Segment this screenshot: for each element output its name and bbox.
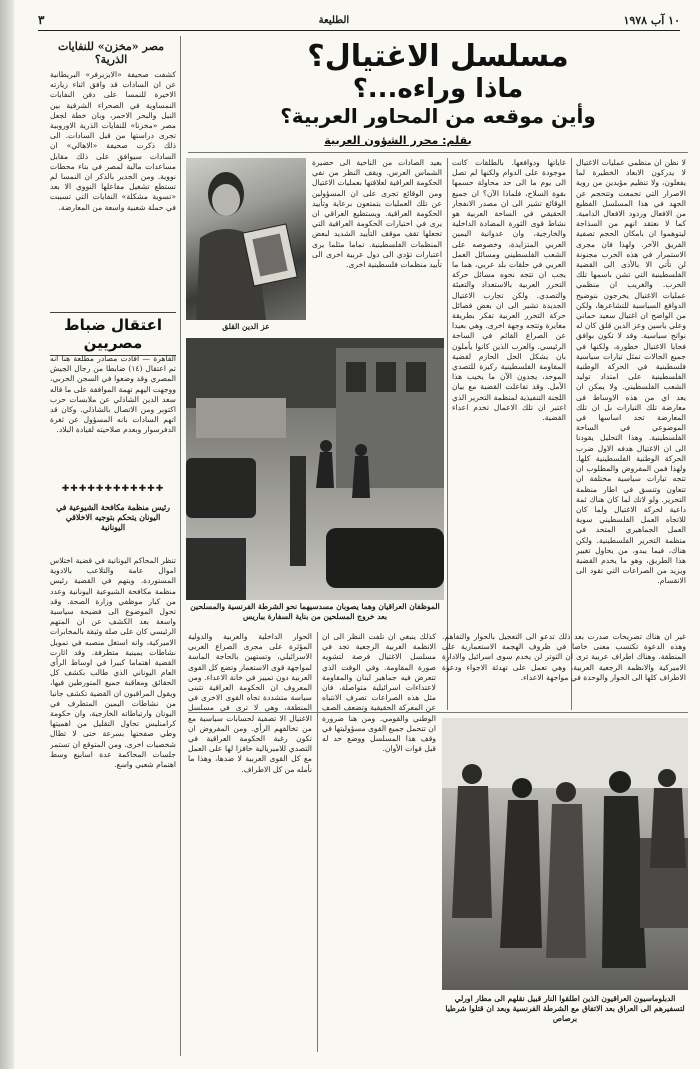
lower-column-right: غير ان هناك تصريحات صدرت بعد ذلك تدعو الى التعجيل بالحوار والتفاهم. وهذه الدعوة تكتسب معنى خاصا في ظروف الهجمة الاستعمارية على المنطقة. وهناك اطراف عربية ترى ان التوتر لن يخدم سوى اسرائيل والادارة الاميركية والانظمة الرجعية العربية، وهي تعمل على تهدئة الاجواء ودعوة الاطراف كلها الى الحوار والوحدة في مواجهة الاعداء. (442, 632, 686, 682)
main-headline-line3: وأين موقعه من المحاور العربية؟ (280, 104, 596, 128)
column-rule (317, 632, 318, 1052)
street-scene-caption: الموظفان العراقيان وهما يصوبان مسدسيهما نحو الشرطة الفرنسية والمسلحين بعد خروج المسلحين من بناية السفارة بباريس (190, 602, 440, 621)
arrest-scene-figures (442, 718, 688, 990)
portrait-photo (186, 158, 306, 320)
lower-column-left: الحوار الداخلية والعربية والدولية المؤثرة على مجرى الصراع العربي الاسرائيلي، وتستهين بالحاجة الماسة لمواجهة قوى الاستعمار وتضع كل القوى العربية دون تمييز في خانة الاعداء. ومن المعروف ان الحكومة العراقية تتبنى سياسة متشددة تجاه القوى الاخرى في المنطقة، وهي لا ترى في مسلسل الاغتيال الا تصفية لحسابات سياسية مع من تخالفهم الرأي. ومن المفروض ان تكون رغبة الحكومة العراقية في التصدي للامبريالية حافزا لها على العمل مع كل القوى العربية لا ضدها، وهذا ما نأمله من كل الاطراف. (188, 632, 312, 774)
street-scene-figures (186, 338, 444, 600)
main-headline-line2: ماذا وراءه...؟ (352, 74, 524, 104)
sidebar-article1-body: كشفت صحيفة «الابزيرفر» البريطانية عن ان السادات قد وافق اثناء زيارته الاخيرة للنمسا على دفن النفايات النمساوية في الصحراء الشرقية بين النيل والبحر الاحمر، وبان خطة لجعل مصر «مخزنا» للنفايات الذرية الاوروبية تجرى دراستها من قبل السادات. الى ذلك ذكرت صحيفة «الاهالي» ان السادات سيوافق على ذلك مقابل مساعدات مالية لمصر في بناء محطات نووية. ومن الجدير بالذكر ان النمسا لم تستطع تشغيل مفاعلها النووي الا بعد «تسوية مشكلة» النفايات التي تسببت في حملة شعبية واسعة من المعارضة. (50, 70, 176, 212)
headline-rule (188, 152, 688, 153)
page-number: ٣ (38, 13, 45, 27)
main-headline-line1: مسلسل الاغتيال؟ (307, 39, 569, 74)
publication-name: الطليعة (318, 14, 350, 26)
sidebar-divider (180, 36, 181, 1056)
issue-date: ١٠ آب ١٩٧٨ (623, 13, 680, 27)
main-column-right: لا نظن ان منظمي عمليات الاغتيال لا يدركون الابعاد الخطيرة لما يفعلون، ولا تنظيم مؤيدين من روية الاصرار التي تجمعت وتتحجم عن الجهد في هذا المسلسل الفظيع من الافعال وردود الافعال الدامية. كما لا نعتقد انهم من السذاجة ليتوهموا ان بامكان الحجم تصفية الفريق الآخر. ولهذا فان مجرى الاستمرار في هذه الحرب مجنونة لن تأتي الا بالأذى الى القضية الفلسطينية التي تشن باسمها تلك الحرب. والغريب ان منظمي عمليات الاغتيال يخرجون بتوضيح الدوافع السياسية للتشاعرها، ولكن من الواضح ان اغتيال سعيد حماني وعلي ياسين وعز الدين قلق كان له نواتج سياسية. وقد لا تكون بوافق فحايا الاغتيال خطورة، ولكنها في جميع الحالات تمثل تيارات سياسية فلسطينية في الحركة الوطنية الفلسطينية على امتداد توليد الشعب الفلسطيني. ولا يمكن ان يعد اي من هذه الاوساط فى معارضة تلك التيارات بل ان تلك المعارضة تجد اساسها في الموضوعي في الساحة الفلسطينية. وهذا التحليل يقودنا الى ان الاغتيال هدفه الاول ضرب الحركة الوطنية الفلسطينية كلها. ولهذا فمن المفروض والمطلوب ان تتجه تيارات سياسية مختلفة ان تتعاون وتنسق في اطار منظمة التحرير. ولو لاتك لما كان هناك ثمة داعية لحركة الاغتيال ولما كان للاتجاه العمل الفلسطيني سوية العمل الجماهيري المتحد في منظمة التحرير الفلسطينية. ولكن هناك، فيما يبدو، من يحاول تغيير هذا الطريق، وهو ما يخدم القضية ويزيد من الصراعات التي تقود الى الانقسام. (576, 158, 686, 586)
main-byline: بقلم: محرر الشؤون العربية (324, 134, 472, 147)
lower-column-middle: كذلك ينبغي ان نلفت النظر الى ان الانظمة العربية الرجعية تجد في مسلسل الاغتيال فرصة لتشويه صورة المقاومة. وفي الوقت الذي تتعرض فيه جماهير لبنان والمقاومة لاعتداءات اسرائيلية متواصلة، فان مثل هذه الصراعات تصرف الانتباه عن المعركة الحقيقية وتضعف الصف الوطني والقومي. ومن هنا ضرورة ان تتحمل جميع القوى مسؤوليتها في وقف هذا المسلسل ووضع حد له قبل فوات الأوان. (322, 632, 436, 754)
main-column-middle: غاياتها ودوافعها. بالطلقات كانت موجودة على الدوام ولكنها لم تصل الى يوم ما الى حد محاولة حسمها بقوة السلاح، فلماذا الآن؟ ان جميع الوقائع تشير الى ان مصدر الانفجار الحقيقي في الساحة العربية هو نشاط قوى الثورة المضادة الداخلية والخارجية، وان عدوانية اليمين العربي المتزايدة، وخصوصه على الشعب الفلسطيني ومسائل العمل العربي في حلقات بلد عربي، هما ما يجب ان تتجه نحوه مسائل حركة التحرر العربية بالاستعداد والتعبئة والتصدي. ولكن تجارب الاغتيال الجديدة تشير الى ان بعض فصائل حركة التحرر العربية تفكر بطريقة مغايرة وتتجه وجهة اخرى. وهي بعيدا عن الصراع القائم في الساحة الرئيسي. والعرب الذين كانوا يأملون بان يشكل الحل الحازم لقضية المقاومة الفلسطينية ركيزة للتصدي الموحد، يجدون الآن ما يخيب هذا الأمل. وقد تفاعلت القضية مع بيان اللجنة التنفيذية لمنظمة التحرير الذي اعتبر ان تلك الاعمال تخدم اعداء القضية. (452, 158, 566, 423)
sidebar-ornament: ✚✚✚✚✚✚✚✚✚✚✚✚ (61, 484, 165, 494)
column-rule (447, 158, 448, 710)
sidebar-article3-body: تنظر المحاكم اليونانية في قضية اختلاس اموال عامة والتلاعب بالادوية المستوردة. ويتهم في القضية رئيس منظمة مكافحة الشيوعية اليونانية وعدد من كبار موظفي وزارة الصحة. وقد تحول الموضوع الى فضيحة سياسية واسعة بعد الكشف عن ان المتهم الرئيسي كان على صلة وثيقة بالمخابرات الاميركية، وانه استغل منصبه في تمويل نشاطات يمينية متطرفة. وقد اثارت القضية اهتماما كبيرا في اوساط الرأي العام اليوناني الذي طالب بكشف كل الحقائق ومعاقبة جميع المتورطين فيها، ويقول المراقبون ان القضية تكشف جانبا من نشاطات اليمين المتطرف في اليونان وارتباطاته الخارجية، وان حكومة كرامنليس تحاول التقليل من اهميتها وطي صفحتها بسرعة حتى لا تطال شخصيات اخرى. ومن المتوقع ان تستمر جلسات المحاكمة عدة اسابيع وسط اهتمام شعبي واسع. (50, 556, 176, 770)
sidebar-article2-body: القاهرة — افادت مصادر مطلعة هنا انه تم اعتقال (١٤) ضابطا من رجال الجيش المصري وقد وضعوا في السجن الحربي، ووجهت اليهم تهمة الموافقة على ما قاله سعد الدين الشاذلي عن ملابسات حرب اكتوبر ومن الاتصال بالشاذلي. وكان قد اتهم السادات بانه المسؤول عن ثغرة الدفرسوار وبعدم صلاحيته لقيادة البلاد. (50, 354, 176, 435)
column-rule (571, 158, 572, 710)
sidebar-article3-title: رئيس منظمة مكافحة الشيوعية في اليونان يتحكم بتوجيه الاخلاقي اليونانية (56, 503, 170, 532)
main-column-left: بعيد الصادات من الناحية الى حضيرة الشماس العرس. ويقف النظر من نفي الحكومة العراقية لعلاقتها بعمليات الاغتيال ومن الوقائع تجرى على ان المسؤولين عن تلك العمليات يتمتعون برعاية وتأييد الحكومة العراقية. ويستطيع العراقي ان يرى في اختيارات الحكومة العراقية التي تجعلها تقف موقف التأييد الشديد لبعض المنظمات الفلسطينية. تماما مثلما يرى اعتبارات تؤدي الى دول عربية اخرى الى تأييد منظمات فلسطينية اخرى. (312, 158, 442, 270)
portrait-figure (186, 158, 306, 320)
sidebar (46, 36, 176, 70)
page-spine (0, 0, 14, 1069)
street-scene-photo (186, 338, 444, 600)
sidebar-article2-title: اعتقال ضباط مصريين (50, 312, 176, 356)
arrest-scene-caption: الدبلوماسيون العراقيون الذين اطلقوا النار قبيل نقلهم الى مطار اورلي لتسفيرهم الى العراق بعد الاتفاق مع الشرطة الفرنسية وبعد ان قتلوا شرطيا برصاص (445, 994, 685, 1023)
arrest-scene-photo (442, 718, 688, 990)
page-header (38, 12, 680, 28)
sidebar-article1-title: مصر «مخزن» للنفايات الذرية؟ (57, 40, 165, 66)
portrait-caption: عز الدين القلق (222, 322, 270, 331)
